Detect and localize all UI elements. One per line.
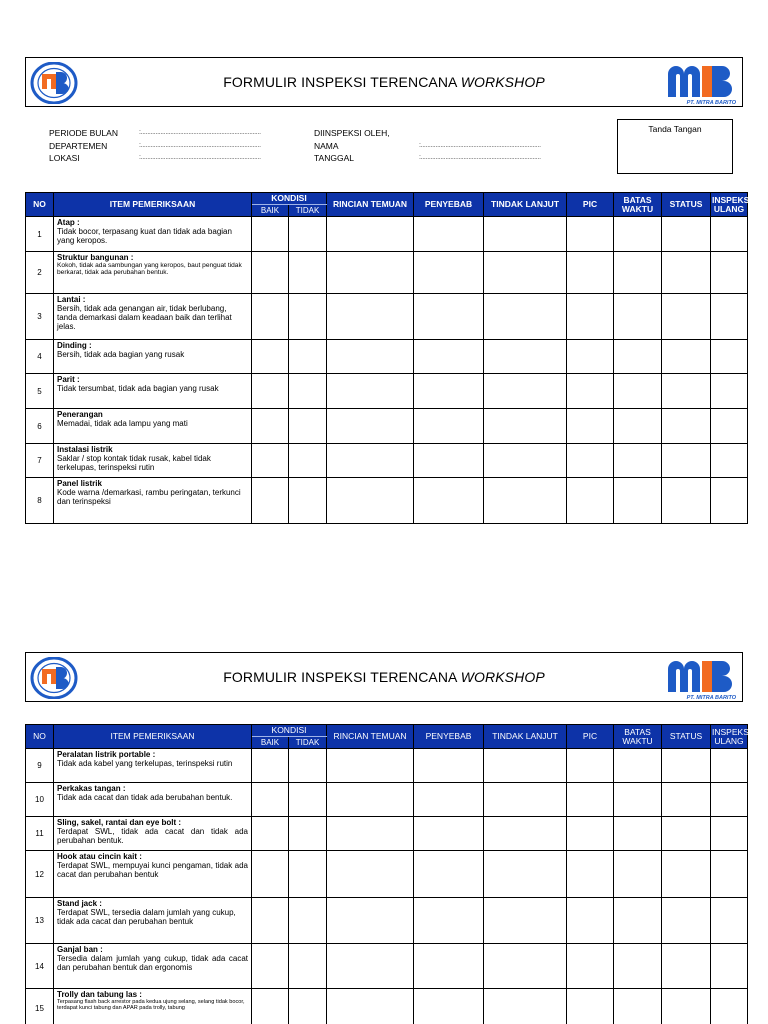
inspection-item [54, 898, 252, 944]
col-inspeksi: INSPEKSI ULANG [711, 725, 748, 749]
pic-cell[interactable] [567, 817, 614, 851]
col-item: ITEM PEMERIKSAAN [54, 193, 252, 217]
item-title: Dinding : [57, 341, 92, 350]
row-number: 5 [26, 374, 54, 409]
rincian-cell[interactable] [327, 374, 414, 409]
pic-cell[interactable] [567, 783, 614, 817]
col-no: NO [26, 193, 54, 217]
pic-cell[interactable] [567, 989, 614, 1024]
item-title: Struktur bangunan : [57, 253, 134, 262]
row-number: 14 [26, 944, 54, 989]
pic-cell[interactable] [567, 478, 614, 524]
item-title: Perkakas tangan : [57, 784, 126, 793]
tindak-cell[interactable] [484, 851, 567, 898]
tidak-cell[interactable] [289, 444, 327, 478]
lokasi-label: LOKASI [49, 153, 80, 163]
tidak-cell[interactable] [289, 217, 327, 252]
tidak-cell[interactable] [289, 783, 327, 817]
status-cell[interactable] [662, 252, 711, 294]
baik-cell[interactable] [252, 989, 289, 1024]
batas-cell[interactable] [614, 989, 662, 1024]
table-row [26, 409, 748, 444]
row-number: 12 [26, 851, 54, 898]
row-number: 3 [26, 294, 54, 340]
batas-cell[interactable] [614, 749, 662, 783]
tidak-cell[interactable] [289, 749, 327, 783]
baik-cell[interactable] [252, 478, 289, 524]
table-row [26, 217, 748, 252]
penyebab-cell[interactable] [414, 944, 484, 989]
inspection-item [54, 817, 252, 851]
status-cell[interactable] [662, 898, 711, 944]
status-cell[interactable] [662, 409, 711, 444]
col-status: STATUS [662, 725, 711, 749]
baik-cell[interactable] [252, 851, 289, 898]
col-baik: BAIK [252, 205, 289, 217]
penyebab-cell[interactable] [414, 444, 484, 478]
item-description: Terdapat SWL, mempuyai kunci pengaman, tidak ada cacat dan perubahan bentuk [57, 861, 248, 879]
item-description: Tersedia dalam jumlah yang cukup, tidak ada cacat dan perubahan bentuk dan ergonomis [57, 954, 248, 972]
batas-cell[interactable] [614, 898, 662, 944]
company-name-tag: PT. MITRA BARITO [686, 100, 736, 106]
col-kondisi: KONDISI [252, 725, 327, 737]
rincian-cell[interactable] [327, 294, 414, 340]
form-title: FORMULIR INSPEKSI TERENCANA WORKSHOP [223, 669, 545, 685]
tidak-cell[interactable] [289, 851, 327, 898]
status-cell[interactable] [662, 340, 711, 374]
status-cell[interactable] [662, 444, 711, 478]
batas-cell[interactable] [614, 252, 662, 294]
item-title: Panel listrik [57, 479, 102, 488]
tidak-cell[interactable] [289, 340, 327, 374]
item-description: Memadai, tidak ada lampu yang mati [57, 419, 188, 428]
rincian-cell[interactable] [327, 898, 414, 944]
status-cell[interactable] [662, 817, 711, 851]
row-number: 11 [26, 817, 54, 851]
inspeksi-cell[interactable] [711, 409, 748, 444]
tindak-cell[interactable] [484, 749, 567, 783]
row-number: 13 [26, 898, 54, 944]
status-cell[interactable] [662, 944, 711, 989]
item-description: Tidak ada cacat dan tidak ada berubahan bentuk. [57, 793, 233, 802]
table-row [26, 817, 748, 851]
nama-field[interactable]: :......................................................................... [419, 141, 541, 149]
col-rincian: RINCIAN TEMUAN [327, 193, 414, 217]
status-cell[interactable] [662, 749, 711, 783]
row-number: 15 [26, 989, 54, 1024]
batas-cell[interactable] [614, 783, 662, 817]
table-row [26, 989, 748, 1024]
pic-cell[interactable] [567, 851, 614, 898]
inspection-item [54, 374, 252, 409]
signature-box[interactable] [617, 119, 733, 174]
tidak-cell[interactable] [289, 409, 327, 444]
inspeksi-cell[interactable] [711, 294, 748, 340]
penyebab-cell[interactable] [414, 898, 484, 944]
inspeksi-cell[interactable] [711, 340, 748, 374]
tindak-cell[interactable] [484, 409, 567, 444]
tindak-cell[interactable] [484, 989, 567, 1024]
inspeksi-cell[interactable] [711, 252, 748, 294]
tindak-cell[interactable] [484, 217, 567, 252]
item-title: Penerangan [57, 410, 103, 419]
tanggal-label: TANGGAL [314, 153, 354, 163]
col-tidak: TIDAK [289, 737, 327, 749]
col-baik: BAIK [252, 737, 289, 749]
row-number: 9 [26, 749, 54, 783]
baik-cell[interactable] [252, 783, 289, 817]
col-tindak: TINDAK LANJUT [484, 193, 567, 217]
table-row [26, 478, 748, 524]
item-title: Sling, sakel, rantai dan eye bolt : [57, 818, 182, 827]
departemen-label: DEPARTEMEN [49, 140, 108, 151]
status-cell[interactable] [662, 478, 711, 524]
company-name-tag: PT. MITRA BARITO [686, 695, 736, 701]
inspeksi-cell[interactable] [711, 217, 748, 252]
tindak-cell[interactable] [484, 817, 567, 851]
item-description: Bersih, tidak ada genangan air, tidak berlubang, tanda demarkasi dalam keadaan baik dan terlihat jelas. [57, 304, 232, 331]
item-title: Atap : [57, 218, 80, 227]
tindak-cell[interactable] [484, 340, 567, 374]
penyebab-cell[interactable] [414, 783, 484, 817]
baik-cell[interactable] [252, 898, 289, 944]
penyebab-cell[interactable] [414, 478, 484, 524]
mb-brand-logo [662, 64, 736, 104]
table-row [26, 898, 748, 944]
item-description: Saklar / stop kontak tidak rusak, kabel tidak terkelupas, terinspeksi rutin [57, 454, 211, 472]
item-title: Lantai : [57, 295, 86, 304]
mb-brand-logo [662, 659, 736, 699]
baik-cell[interactable] [252, 944, 289, 989]
baik-cell[interactable] [252, 217, 289, 252]
batas-cell[interactable] [614, 444, 662, 478]
penyebab-cell[interactable] [414, 749, 484, 783]
col-no: NO [26, 725, 54, 749]
tanggal-field[interactable]: :......................................................................... [419, 154, 541, 161]
item-title: Instalasi listrik [57, 445, 113, 454]
col-penyebab: PENYEBAB [414, 193, 484, 217]
col-pic: PIC [567, 193, 614, 217]
col-kondisi: KONDISI [252, 193, 327, 205]
table-row [26, 749, 748, 783]
row-number: 8 [26, 478, 54, 524]
table-row [26, 252, 748, 294]
tindak-cell[interactable] [484, 478, 567, 524]
penyebab-cell[interactable] [414, 409, 484, 444]
table-row [26, 851, 748, 898]
item-title: Stand jack : [57, 899, 102, 908]
col-status: STATUS [662, 193, 711, 217]
batas-cell[interactable] [614, 851, 662, 898]
status-cell[interactable] [662, 217, 711, 252]
col-batas: BATAS WAKTU [614, 725, 662, 749]
signature-label: Tanda Tangan [648, 124, 702, 134]
batas-cell[interactable] [614, 374, 662, 409]
rincian-cell[interactable] [327, 217, 414, 252]
pic-cell[interactable] [567, 409, 614, 444]
status-cell[interactable] [662, 783, 711, 817]
inspection-item [54, 340, 252, 374]
item-title: Trolly dan tabung las : [57, 990, 142, 999]
inspection-item [54, 444, 252, 478]
inspeksi-cell[interactable] [711, 944, 748, 989]
tindak-cell[interactable] [484, 444, 567, 478]
pic-cell[interactable] [567, 749, 614, 783]
inspection-table-page2 [25, 724, 752, 1024]
rincian-cell[interactable] [327, 478, 414, 524]
col-inspeksi: INSPEKSI ULANG [711, 193, 748, 217]
baik-cell[interactable] [252, 444, 289, 478]
penyebab-cell[interactable] [414, 340, 484, 374]
baik-cell[interactable] [252, 294, 289, 340]
inspeksi-cell[interactable] [711, 989, 748, 1024]
rincian-cell[interactable] [327, 252, 414, 294]
baik-cell[interactable] [252, 252, 289, 294]
batas-cell[interactable] [614, 478, 662, 524]
item-title: Ganjal ban : [57, 945, 103, 954]
inspeksi-cell[interactable] [711, 478, 748, 524]
form-title: FORMULIR INSPEKSI TERENCANA WORKSHOP [223, 74, 545, 90]
page1-header [25, 57, 743, 107]
inspection-item [54, 989, 252, 1024]
tindak-cell[interactable] [484, 783, 567, 817]
inspection-item [54, 944, 252, 989]
item-title: Peralatan listrik portable : [57, 750, 156, 759]
baik-cell[interactable] [252, 374, 289, 409]
penyebab-cell[interactable] [414, 817, 484, 851]
tidak-cell[interactable] [289, 252, 327, 294]
penyebab-cell[interactable] [414, 851, 484, 898]
baik-cell[interactable] [252, 817, 289, 851]
col-rincian: RINCIAN TEMUAN [327, 725, 414, 749]
page2-header [25, 652, 743, 702]
batas-cell[interactable] [614, 294, 662, 340]
lokasi-field[interactable]: :......................................................................... [139, 154, 261, 161]
nama-label: NAMA [314, 140, 339, 151]
rincian-cell[interactable] [327, 944, 414, 989]
status-cell[interactable] [662, 374, 711, 409]
inspection-item [54, 749, 252, 783]
batas-cell[interactable] [614, 944, 662, 989]
item-description: Tidak bocor, terpasang kuat dan tidak ada bagian yang keropos. [57, 227, 232, 245]
penyebab-cell[interactable] [414, 252, 484, 294]
rincian-cell[interactable] [327, 749, 414, 783]
item-description: Kokoh, tidak ada sambungan yang keropos, baut penguat tidak berkarat, tidak ada perubahan bentuk. [57, 262, 242, 277]
inspection-item [54, 217, 252, 252]
rincian-cell[interactable] [327, 851, 414, 898]
inspection-table-page1 [25, 192, 752, 524]
item-title: Parit : [57, 375, 80, 384]
status-cell[interactable] [662, 851, 711, 898]
rincian-cell[interactable] [327, 989, 414, 1024]
inspection-item [54, 252, 252, 294]
baik-cell[interactable] [252, 409, 289, 444]
batas-cell[interactable] [614, 817, 662, 851]
col-penyebab: PENYEBAB [414, 725, 484, 749]
tidak-cell[interactable] [289, 374, 327, 409]
penyebab-cell[interactable] [414, 217, 484, 252]
inspeksi-cell[interactable] [711, 783, 748, 817]
tindak-cell[interactable] [484, 374, 567, 409]
inspeksi-cell[interactable] [711, 374, 748, 409]
pic-cell[interactable] [567, 294, 614, 340]
item-description: Tidak ada kabel yang terkelupas, terinspeksi rutin [57, 759, 233, 768]
table-row [26, 374, 748, 409]
col-item: ITEM PEMERIKSAAN [54, 725, 252, 749]
inspeksi-cell[interactable] [711, 749, 748, 783]
inspeksi-cell[interactable] [711, 851, 748, 898]
periode-label: PERIODE BULAN [49, 128, 118, 138]
item-description: Terdapat SWL, tidak ada cacat dan tidak ada perubahan bentuk. [57, 827, 248, 845]
pic-cell[interactable] [567, 217, 614, 252]
row-number: 4 [26, 340, 54, 374]
inspeksi-cell[interactable] [711, 444, 748, 478]
rincian-cell[interactable] [327, 444, 414, 478]
rincian-cell[interactable] [327, 783, 414, 817]
item-description: Bersih, tidak ada bagian yang rusak [57, 350, 185, 359]
pic-cell[interactable] [567, 252, 614, 294]
tindak-cell[interactable] [484, 294, 567, 340]
batas-cell[interactable] [614, 409, 662, 444]
tindak-cell[interactable] [484, 252, 567, 294]
inspection-item [54, 294, 252, 340]
inspeksi-cell[interactable] [711, 898, 748, 944]
col-pic: PIC [567, 725, 614, 749]
batas-cell[interactable] [614, 340, 662, 374]
penyebab-cell[interactable] [414, 989, 484, 1024]
baik-cell[interactable] [252, 340, 289, 374]
table-row [26, 444, 748, 478]
col-batas: BATAS WAKTU [614, 193, 662, 217]
row-number: 10 [26, 783, 54, 817]
tidak-cell[interactable] [289, 898, 327, 944]
status-cell[interactable] [662, 989, 711, 1024]
periode-field[interactable]: :......................................................................... [139, 129, 261, 136]
item-description: Terpasang flash back arrestor pada kedua ujung selang, selang tidak bocor, terdapat kunci tabung dan APAR pada trolly, tabung [57, 999, 245, 1012]
table-row [26, 944, 748, 989]
row-number: 2 [26, 252, 54, 294]
pic-cell[interactable] [567, 898, 614, 944]
pic-cell[interactable] [567, 444, 614, 478]
table-row [26, 783, 748, 817]
inspection-item [54, 851, 252, 898]
tidak-cell[interactable] [289, 294, 327, 340]
tidak-cell[interactable] [289, 817, 327, 851]
status-cell[interactable] [662, 294, 711, 340]
table-row [26, 294, 748, 340]
penyebab-cell[interactable] [414, 294, 484, 340]
inspection-item [54, 409, 252, 444]
col-tidak: TIDAK [289, 205, 327, 217]
diinspeksi-label: DIINSPEKSI OLEH, [314, 128, 390, 138]
item-description: Tidak tersumbat, tidak ada bagian yang rusak [57, 384, 219, 393]
item-description: Kode warna /demarkasi, rambu peringatan, terkunci dan terinspeksi [57, 488, 241, 506]
row-number: 6 [26, 409, 54, 444]
tidak-cell[interactable] [289, 989, 327, 1024]
penyebab-cell[interactable] [414, 374, 484, 409]
rincian-cell[interactable] [327, 817, 414, 851]
baik-cell[interactable] [252, 749, 289, 783]
pic-cell[interactable] [567, 340, 614, 374]
tidak-cell[interactable] [289, 478, 327, 524]
tidak-cell[interactable] [289, 944, 327, 989]
pic-cell[interactable] [567, 374, 614, 409]
pic-cell[interactable] [567, 944, 614, 989]
col-tindak: TINDAK LANJUT [484, 725, 567, 749]
inspection-item [54, 478, 252, 524]
inspection-item [54, 783, 252, 817]
item-description: Terdapat SWL, tersedia dalam jumlah yang cukup, tidak ada cacat dan perubahan bentuk [57, 908, 236, 926]
inspeksi-cell[interactable] [711, 817, 748, 851]
rincian-cell[interactable] [327, 409, 414, 444]
row-number: 1 [26, 217, 54, 252]
tindak-cell[interactable] [484, 898, 567, 944]
rincian-cell[interactable] [327, 340, 414, 374]
tindak-cell[interactable] [484, 944, 567, 989]
batas-cell[interactable] [614, 217, 662, 252]
departemen-field[interactable]: :......................................................................... [139, 141, 261, 149]
table-row [26, 340, 748, 374]
item-title: Hook atau cincin kait : [57, 852, 142, 861]
row-number: 7 [26, 444, 54, 478]
